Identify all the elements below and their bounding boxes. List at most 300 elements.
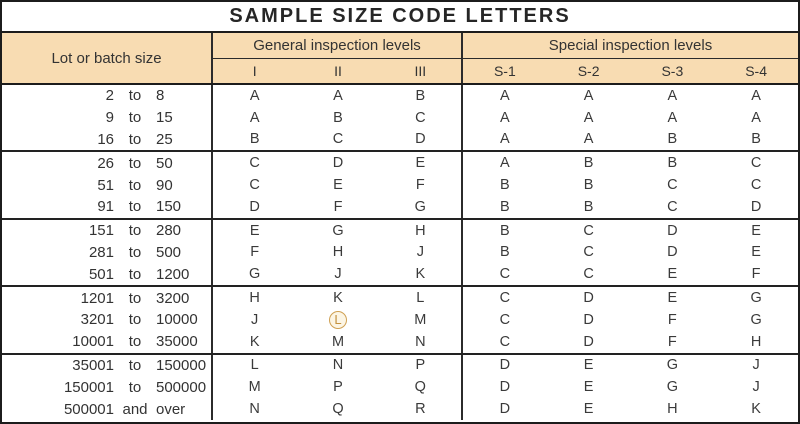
- code-letter-cell: [296, 220, 379, 242]
- code-letter: A: [667, 87, 678, 104]
- table-body: [2, 85, 798, 420]
- code-letter-cell: [463, 398, 547, 420]
- code-letter-cell: [213, 174, 296, 196]
- lot-range-from: 501: [88, 265, 114, 283]
- table-header-band: [2, 33, 798, 85]
- code-letter: A: [500, 131, 510, 148]
- table-row: [2, 85, 798, 107]
- code-letter-cell: [463, 107, 547, 129]
- code-letter: G: [666, 357, 678, 374]
- code-letter-cell: [630, 220, 714, 242]
- code-letter: Q: [332, 401, 344, 418]
- lot-range-cell: [2, 152, 213, 174]
- code-letter: L: [250, 357, 259, 374]
- code-letter: E: [415, 155, 426, 172]
- code-letter-cell: [547, 263, 631, 285]
- code-letter-cell: [380, 355, 463, 377]
- code-letter: G: [666, 379, 678, 396]
- lot-range-cell: [2, 376, 213, 398]
- lot-range-from: 2: [105, 87, 114, 105]
- code-letter: G: [249, 266, 261, 283]
- code-letter: K: [415, 266, 426, 283]
- code-letter-cell: [213, 196, 296, 218]
- code-letter: A: [249, 109, 260, 126]
- code-letter: M: [414, 311, 427, 328]
- code-letter: A: [333, 87, 343, 104]
- code-letter-cell: [213, 355, 296, 377]
- code-letter: D: [583, 311, 594, 328]
- code-letter-cell: [296, 398, 379, 420]
- code-letter: H: [332, 244, 344, 261]
- code-letter: R: [415, 401, 426, 418]
- table-row: [2, 398, 798, 420]
- code-letter-cell: [547, 220, 631, 242]
- code-letter-cell: [463, 331, 547, 353]
- code-letter-cell: [547, 242, 631, 264]
- code-letter: M: [331, 333, 345, 350]
- code-letter-cell: [380, 376, 463, 398]
- code-letter: F: [667, 333, 677, 350]
- code-letter: C: [750, 177, 762, 194]
- code-letter-cell: [380, 174, 463, 196]
- code-letter-cell: [213, 85, 296, 107]
- code-letter-cell: [380, 242, 463, 264]
- code-letter: E: [583, 379, 594, 396]
- lot-range-to: 10000: [156, 311, 198, 329]
- code-letter: C: [583, 266, 594, 283]
- code-letter-cell: [296, 107, 379, 129]
- circled-code-letter: L: [329, 311, 347, 329]
- code-letter: B: [500, 244, 510, 261]
- code-letter: D: [249, 198, 260, 215]
- code-letter-cell: [630, 309, 714, 331]
- code-letter-cell: [714, 242, 798, 264]
- lot-range-to: 25: [156, 130, 173, 148]
- code-letter-cell: [714, 376, 798, 398]
- code-letter-cell: [547, 85, 631, 107]
- code-letter: C: [750, 155, 762, 172]
- table-row: [2, 129, 798, 153]
- code-letter-cell: [714, 309, 798, 331]
- code-letter-cell: [296, 129, 379, 151]
- lot-range-conn: and: [122, 400, 148, 418]
- lot-range-conn: to: [128, 378, 142, 396]
- code-letter: B: [667, 155, 678, 172]
- code-letter-cell: [630, 152, 714, 174]
- code-letter-cell: [547, 309, 631, 331]
- code-letter: C: [667, 198, 678, 215]
- code-letter: A: [667, 109, 678, 126]
- code-letter-cell: [213, 242, 296, 264]
- code-letter: E: [333, 177, 343, 194]
- code-letter-cell: [380, 196, 463, 218]
- inspection-levels-header: [213, 33, 798, 83]
- code-letter-cell: [380, 152, 463, 174]
- code-letter: N: [249, 401, 260, 418]
- lot-range-to: 150: [156, 198, 182, 216]
- lot-range-cell: [2, 287, 213, 309]
- code-letter: E: [667, 290, 678, 307]
- code-letter-cell: [296, 85, 379, 107]
- code-letter-cell: [296, 263, 379, 285]
- lot-range-conn: to: [128, 176, 142, 194]
- code-letter-cell: [714, 220, 798, 242]
- column-header-level-3: III: [380, 59, 463, 84]
- code-letter-cell: [547, 152, 631, 174]
- code-letter-cell: [213, 287, 296, 309]
- code-letter-cell: [630, 107, 714, 129]
- table-row: [2, 355, 798, 377]
- code-letter: F: [250, 244, 260, 261]
- code-letter-cell: [296, 331, 379, 353]
- code-letter: B: [500, 198, 510, 215]
- column-header-s4: S-4: [745, 62, 767, 79]
- code-letter: F: [751, 266, 761, 283]
- code-letter: J: [752, 357, 760, 374]
- code-letter-cell: [380, 309, 463, 331]
- code-letter-cell: [714, 398, 798, 420]
- code-letter: A: [583, 109, 594, 126]
- lot-range-cell: [2, 174, 213, 196]
- code-letter-cell: [463, 355, 547, 377]
- lot-range-to: 8: [156, 87, 165, 105]
- lot-range-cell: [2, 129, 213, 151]
- lot-range-cell: [2, 242, 213, 264]
- code-letter: D: [332, 155, 344, 172]
- lot-range-conn: to: [128, 265, 142, 283]
- code-letter-cell: [380, 220, 463, 242]
- code-letter: B: [667, 131, 678, 148]
- code-letter-cell: [547, 107, 631, 129]
- table-row: [2, 309, 798, 331]
- code-letter: F: [333, 198, 343, 215]
- inspection-levels-column-row: [213, 59, 798, 84]
- code-letter-cell: [714, 355, 798, 377]
- table-row: [2, 174, 798, 196]
- code-letter-cell: [296, 376, 379, 398]
- code-letter-cell: [213, 331, 296, 353]
- general-inspection-levels-header: General inspection levels: [213, 33, 463, 58]
- code-letter: G: [750, 290, 762, 307]
- code-letter-cell: [296, 355, 379, 377]
- code-letter: E: [667, 266, 678, 283]
- code-letter-cell: [630, 398, 714, 420]
- code-letter: H: [249, 290, 260, 307]
- code-letter-cell: [630, 85, 714, 107]
- code-letter: J: [334, 266, 342, 283]
- code-letter: A: [751, 87, 761, 104]
- code-letter: A: [249, 87, 260, 104]
- code-letter-cell: [547, 398, 631, 420]
- code-letter: C: [667, 177, 678, 194]
- code-letter: E: [583, 401, 594, 418]
- code-letter-cell: [463, 174, 547, 196]
- code-letter-cell: [714, 107, 798, 129]
- lot-range-from: 26: [97, 154, 114, 172]
- column-header-level-1: I: [252, 62, 257, 79]
- code-letter: B: [249, 131, 260, 148]
- code-letter: A: [583, 87, 594, 104]
- code-letter-cell: [213, 107, 296, 129]
- lot-range-from: 3201: [80, 311, 114, 329]
- lot-range-cell: [2, 263, 213, 285]
- code-letter: A: [751, 109, 761, 126]
- code-letter: N: [415, 333, 426, 350]
- code-letter-cell: [213, 152, 296, 174]
- code-letter: J: [752, 379, 760, 396]
- lot-range-to: 90: [156, 176, 173, 194]
- column-header-s2: S-2: [577, 62, 600, 79]
- code-letter-cell: [714, 331, 798, 353]
- lot-range-from: 51: [97, 176, 114, 194]
- table-row: [2, 331, 798, 355]
- code-letter: B: [751, 131, 761, 148]
- code-letter-cell: [213, 398, 296, 420]
- lot-range-conn: to: [128, 198, 142, 216]
- table-title: SAMPLE SIZE CODE LETTERS: [229, 5, 571, 27]
- lot-range-to: 15: [156, 109, 173, 127]
- code-letter: D: [750, 198, 762, 215]
- lot-range-to: 500: [156, 243, 182, 261]
- code-letter-cell: [630, 196, 714, 218]
- code-letter-cell: [463, 129, 547, 151]
- inspection-levels-group-row: [213, 33, 798, 59]
- code-letter-cell: [547, 376, 631, 398]
- lot-range-cell: [2, 355, 213, 377]
- code-letter: B: [583, 198, 594, 215]
- code-letter-cell: [714, 263, 798, 285]
- lot-range-cell: [2, 220, 213, 242]
- lot-or-batch-size-header: Lot or batch size: [2, 33, 213, 83]
- code-letter: D: [583, 333, 594, 350]
- code-letter: L: [416, 290, 425, 307]
- code-letter-cell: [296, 242, 379, 264]
- lot-range-from: 150001: [63, 378, 114, 396]
- code-letter: B: [583, 177, 594, 194]
- lot-range-to: 150000: [156, 356, 207, 374]
- code-letter-cell: [213, 220, 296, 242]
- lot-range-conn: to: [128, 289, 142, 307]
- code-letter: E: [583, 357, 594, 374]
- code-letter-cell: [296, 309, 379, 331]
- code-letter: H: [415, 222, 426, 239]
- lot-range-conn: to: [128, 222, 142, 240]
- code-letter: B: [415, 87, 426, 104]
- code-letter-cell: [380, 398, 463, 420]
- lot-range-from: 16: [97, 130, 114, 148]
- code-letter-cell: [630, 355, 714, 377]
- lot-range-cell: [2, 196, 213, 218]
- code-letter: G: [750, 311, 762, 328]
- lot-range-from: 151: [88, 222, 114, 240]
- code-letter: C: [583, 222, 594, 239]
- lot-range-from: 91: [97, 198, 114, 216]
- code-letter-cell: [296, 287, 379, 309]
- table-title-band: [2, 2, 798, 33]
- code-letter-cell: [630, 287, 714, 309]
- code-letter: D: [415, 131, 426, 148]
- lot-range-to: 500000: [156, 378, 207, 396]
- lot-range-to: 3200: [156, 289, 190, 307]
- column-header-s1: S-1: [493, 62, 516, 79]
- code-letter-cell: [714, 152, 798, 174]
- code-letter: J: [416, 244, 424, 261]
- code-letter: C: [499, 290, 511, 307]
- code-letter-cell: [630, 331, 714, 353]
- lot-range-from: 9: [105, 109, 114, 127]
- lot-range-cell: [2, 107, 213, 129]
- code-letter-cell: [714, 287, 798, 309]
- code-letter-cell: [380, 263, 463, 285]
- code-letter: D: [667, 244, 678, 261]
- code-letter: A: [500, 87, 510, 104]
- code-letter: D: [499, 357, 511, 374]
- code-letter-cell: [714, 174, 798, 196]
- code-letter: N: [332, 357, 344, 374]
- lot-range-conn: to: [128, 311, 142, 329]
- code-letter: C: [415, 109, 426, 126]
- lot-range-cell: [2, 331, 213, 353]
- code-letter: C: [249, 155, 260, 172]
- lot-range-conn: to: [128, 243, 142, 261]
- code-letter-cell: [714, 196, 798, 218]
- table-row: [2, 152, 798, 174]
- code-letter-cell: [213, 309, 296, 331]
- code-letter: M: [248, 379, 261, 396]
- code-letter: A: [500, 109, 510, 126]
- lot-range-conn: to: [128, 130, 142, 148]
- lot-range-to: over: [156, 400, 186, 418]
- code-letter: A: [583, 131, 594, 148]
- code-letter-cell: [296, 152, 379, 174]
- table-row: [2, 376, 798, 398]
- code-letter: C: [499, 311, 511, 328]
- lot-range-conn: to: [128, 154, 142, 172]
- code-letter: E: [751, 244, 761, 261]
- code-letter-cell: [380, 85, 463, 107]
- code-letter: K: [333, 290, 343, 307]
- column-header-level-2: II: [334, 62, 342, 79]
- code-letter: P: [415, 357, 426, 374]
- code-letter: A: [500, 155, 510, 172]
- code-letter-cell: [714, 85, 798, 107]
- code-letter: B: [500, 222, 510, 239]
- code-letter: B: [333, 109, 343, 126]
- code-letter-cell: [463, 309, 547, 331]
- code-letter: J: [251, 311, 259, 328]
- table-row: [2, 263, 798, 287]
- special-inspection-levels-header: Special inspection levels: [548, 36, 713, 54]
- lot-range-from: 35001: [72, 356, 114, 374]
- lot-range-cell: [2, 85, 213, 107]
- code-letter-cell: [463, 242, 547, 264]
- code-letter: C: [332, 131, 344, 148]
- lot-range-to: 280: [156, 222, 182, 240]
- code-letter-cell: [547, 355, 631, 377]
- lot-range-conn: to: [128, 109, 142, 127]
- table-row: [2, 196, 798, 220]
- code-letter-cell: [547, 287, 631, 309]
- lot-range-to: 50: [156, 154, 173, 172]
- code-letter-cell: [380, 107, 463, 129]
- code-letter: F: [415, 177, 425, 194]
- code-letter: C: [499, 333, 511, 350]
- code-letter-cell: [463, 263, 547, 285]
- lot-range-from: 1201: [80, 289, 114, 307]
- table-row: [2, 107, 798, 129]
- code-letter: P: [333, 379, 343, 396]
- code-letter-cell: [630, 129, 714, 151]
- code-letter-cell: [296, 174, 379, 196]
- code-letter: G: [332, 222, 344, 239]
- code-letter-cell: [630, 376, 714, 398]
- code-letter-cell: [547, 174, 631, 196]
- table-row: [2, 242, 798, 264]
- code-letter-cell: [547, 129, 631, 151]
- code-letter-cell: [463, 152, 547, 174]
- code-letter-cell: [463, 196, 547, 218]
- table-row: [2, 220, 798, 242]
- code-letter: E: [751, 222, 761, 239]
- code-letter-cell: [547, 196, 631, 218]
- code-letter-cell: [213, 129, 296, 151]
- code-letter: C: [583, 244, 594, 261]
- code-letter-cell: [463, 376, 547, 398]
- code-letter: D: [499, 401, 511, 418]
- code-letter-cell: [213, 376, 296, 398]
- code-letter: H: [667, 401, 678, 418]
- lot-range-from: 500001: [63, 400, 114, 418]
- code-letter: D: [583, 290, 594, 307]
- code-letter: E: [249, 222, 260, 239]
- code-letter: F: [667, 311, 677, 328]
- code-letter-cell: [630, 263, 714, 285]
- lot-range-to: 1200: [156, 265, 190, 283]
- code-letter-cell: [213, 263, 296, 285]
- code-letter: B: [500, 177, 510, 194]
- code-letter: H: [750, 333, 762, 350]
- lot-range-from: 281: [88, 243, 114, 261]
- code-letter: Q: [414, 379, 426, 396]
- code-letter-cell: [630, 242, 714, 264]
- code-letter-cell: [463, 287, 547, 309]
- lot-range-conn: to: [128, 87, 142, 105]
- code-letter: K: [249, 333, 260, 350]
- code-letter-cell: [630, 174, 714, 196]
- code-letter: B: [583, 155, 594, 172]
- code-letter-cell: [380, 287, 463, 309]
- code-letter: C: [249, 177, 260, 194]
- code-letter: G: [414, 198, 426, 215]
- code-letter-cell: [714, 129, 798, 151]
- column-header-s3: S-3: [661, 62, 684, 79]
- code-letter: C: [499, 266, 511, 283]
- code-letter-cell: [380, 129, 463, 151]
- code-letter-cell: [463, 85, 547, 107]
- table-row: [2, 287, 798, 309]
- code-letter: K: [751, 401, 761, 418]
- code-letter-cell: [380, 331, 463, 353]
- lot-range-conn: to: [128, 356, 142, 374]
- code-letter: D: [499, 379, 511, 396]
- lot-range-cell: [2, 309, 213, 331]
- lot-range-conn: to: [128, 333, 142, 351]
- lot-range-to: 35000: [156, 333, 198, 351]
- code-letter-cell: [547, 331, 631, 353]
- lot-range-from: 10001: [72, 333, 114, 351]
- lot-range-cell: [2, 398, 213, 420]
- code-letter: D: [667, 222, 678, 239]
